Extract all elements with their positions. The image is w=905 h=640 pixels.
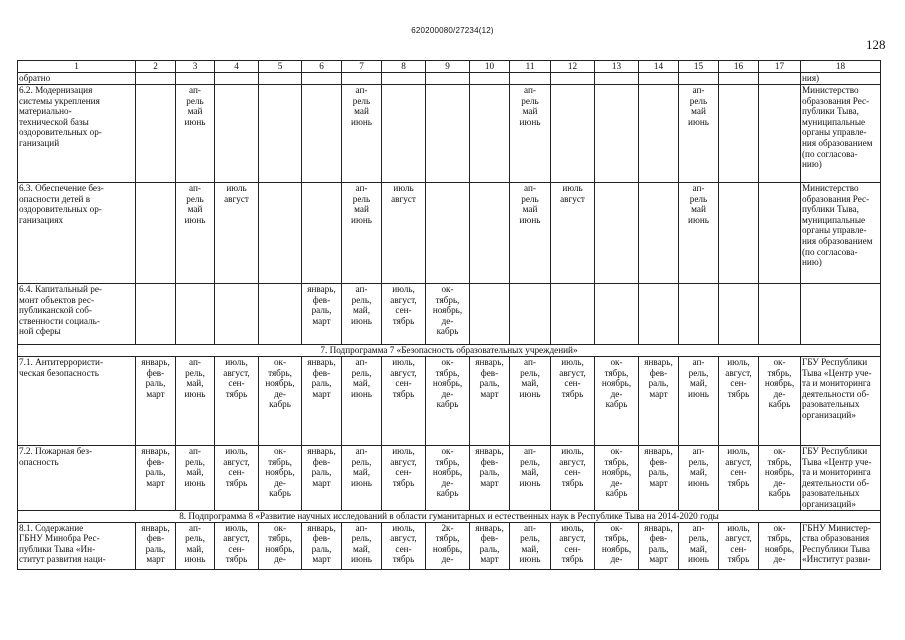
responsible-cell: ГБУ Республики Тыва «Центр уче- та и мониторинга деятельности об- разовательных организаций» <box>801 357 881 446</box>
period-cell <box>551 73 595 85</box>
period-cell: январь, фев- раль, март <box>302 284 342 345</box>
schedule-table <box>17 60 881 570</box>
column-number-cell: 7 <box>342 61 382 73</box>
period-cell: ап- рель май июнь <box>510 183 551 284</box>
column-number-cell: 9 <box>426 61 470 73</box>
period-cell <box>302 85 342 183</box>
period-cell <box>679 284 719 345</box>
period-cell <box>679 73 719 85</box>
period-cell: ап- рель, май, июнь <box>342 357 382 446</box>
column-number-cell: 3 <box>176 61 215 73</box>
period-cell: январь, фев- раль, март <box>302 357 342 446</box>
period-cell <box>176 284 215 345</box>
period-cell: ап- рель, май, июнь <box>510 357 551 446</box>
column-number-row <box>18 61 881 73</box>
period-cell: январь, фев- раль, март <box>470 522 510 569</box>
period-cell: ап- рель, май, июнь <box>510 522 551 569</box>
column-number-cell: 10 <box>470 61 510 73</box>
period-cell: июль, август, сен- тябрь <box>382 357 426 446</box>
period-cell: ап- рель, май, июнь <box>679 357 719 446</box>
column-number-cell: 14 <box>639 61 679 73</box>
period-cell: ап- рель май июнь <box>510 85 551 183</box>
period-cell <box>215 73 259 85</box>
period-cell: ок- тябрь, ноябрь, де- <box>259 522 302 569</box>
period-cell <box>759 85 801 183</box>
table-row <box>18 73 881 85</box>
responsible-cell: ния) <box>801 73 881 85</box>
period-cell: январь, фев- раль, март <box>136 522 176 569</box>
period-cell: июль, август, сен- тябрь <box>215 357 259 446</box>
period-cell: ап- рель май июнь <box>176 183 215 284</box>
table-row <box>18 357 881 446</box>
period-cell: июль, август, сен- тябрь <box>382 522 426 569</box>
period-cell: ок- тябрь, ноябрь, де- кабрь <box>426 446 470 511</box>
responsible-cell: Министерство образования Рес- публики Тыва, муниципальные органы управле- ния образованием (по согласова- нию) <box>801 85 881 183</box>
period-cell <box>470 85 510 183</box>
period-cell: июль, август, сен- тябрь <box>382 284 426 345</box>
period-cell <box>510 284 551 345</box>
period-cell: июль август <box>382 183 426 284</box>
column-number-cell: 15 <box>679 61 719 73</box>
period-cell: июль, август, сен- тябрь <box>551 446 595 511</box>
column-number-cell: 13 <box>595 61 639 73</box>
period-cell <box>639 73 679 85</box>
section-heading-row <box>18 345 881 357</box>
period-cell <box>259 183 302 284</box>
period-cell: ап- рель, май, июнь <box>176 357 215 446</box>
period-cell: январь, фев- раль, март <box>136 446 176 511</box>
period-cell: июль август <box>215 183 259 284</box>
period-cell <box>426 85 470 183</box>
period-cell: ап- рель, май, июнь <box>176 522 215 569</box>
period-cell <box>302 73 342 85</box>
page-number: 128 <box>866 37 886 52</box>
period-cell <box>759 183 801 284</box>
period-cell <box>136 284 176 345</box>
period-cell <box>719 284 759 345</box>
period-cell: ок- тябрь, ноябрь, де- кабрь <box>259 446 302 511</box>
section-heading-row <box>18 510 881 522</box>
period-cell: ок- тябрь, ноябрь, де- кабрь <box>759 357 801 446</box>
period-cell: ап- рель май июнь <box>342 183 382 284</box>
activity-cell: 6.2. Модернизация системы укрепления материально- технической базы оздоровительных ор- ганизаций <box>18 85 136 183</box>
period-cell: июль, август, сен- тябрь <box>215 446 259 511</box>
period-cell: июль, август, сен- тябрь <box>551 357 595 446</box>
period-cell <box>215 284 259 345</box>
period-cell: июль, август, сен- тябрь <box>719 357 759 446</box>
period-cell <box>719 73 759 85</box>
period-cell <box>382 85 426 183</box>
document-id: 620200080/27234(12) <box>411 26 494 35</box>
period-cell: ок- тябрь, ноябрь, де- кабрь <box>259 357 302 446</box>
column-number-cell: 12 <box>551 61 595 73</box>
period-cell: июль, август, сен- тябрь <box>551 522 595 569</box>
period-cell: ап- рель май июнь <box>176 85 215 183</box>
period-cell: январь, фев- раль, март <box>470 357 510 446</box>
period-cell <box>176 73 215 85</box>
period-cell: июль, август, сен- тябрь <box>215 522 259 569</box>
period-cell: ап- рель, май, июнь <box>510 446 551 511</box>
period-cell: январь, фев- раль, март <box>639 522 679 569</box>
period-cell <box>470 73 510 85</box>
table-row <box>18 522 881 569</box>
period-cell: ок- тябрь, ноябрь, де- <box>759 522 801 569</box>
period-cell: январь, фев- раль, март <box>302 522 342 569</box>
period-cell: ап- рель, май, июнь <box>342 284 382 345</box>
period-cell <box>551 284 595 345</box>
period-cell: ап- рель, май, июнь <box>176 446 215 511</box>
table-row <box>18 446 881 511</box>
period-cell: ап- рель май июнь <box>342 85 382 183</box>
table-row <box>18 284 881 345</box>
column-number-cell: 4 <box>215 61 259 73</box>
activity-cell: 7.2. Пожарная без- опасность <box>18 446 136 511</box>
column-number-cell: 18 <box>801 61 881 73</box>
period-cell <box>426 183 470 284</box>
period-cell: ок- тябрь, ноябрь, де- кабрь <box>595 357 639 446</box>
period-cell: январь, фев- раль, март <box>470 446 510 511</box>
period-cell: ап- рель, май, июнь <box>342 522 382 569</box>
period-cell <box>759 284 801 345</box>
section-heading: 7. Подпрограмма 7 «Безопасность образовательных учреждений» <box>18 345 881 357</box>
period-cell <box>719 183 759 284</box>
period-cell <box>639 183 679 284</box>
section-heading: 8. Подпрограмма 8 «Развитие научных исследований в области гуманитарных и естественных наук в Республике Тыва на 2014-2020 годы <box>18 510 881 522</box>
period-cell: январь, фев- раль, март <box>639 357 679 446</box>
period-cell <box>470 284 510 345</box>
responsible-cell: Министерство образования Рес- публики Тыва, муниципальные органы управле- ния образованием (по согласова- нию) <box>801 183 881 284</box>
column-number-cell: 16 <box>719 61 759 73</box>
period-cell <box>302 183 342 284</box>
column-number-cell: 1 <box>18 61 136 73</box>
column-number-cell: 17 <box>759 61 801 73</box>
period-cell <box>259 284 302 345</box>
period-cell <box>259 85 302 183</box>
period-cell <box>595 73 639 85</box>
responsible-cell: ГБНУ Министер- ства образования Республики Тыва «Институт разви- <box>801 522 881 569</box>
period-cell: ап- рель май июнь <box>679 85 719 183</box>
column-number-cell: 6 <box>302 61 342 73</box>
period-cell: ап- рель, май, июнь <box>679 446 719 511</box>
period-cell <box>136 85 176 183</box>
activity-cell: 8.1. Содержание ГБНУ Минобра Рес- публики Тыва «Ин- ститут развития наци- <box>18 522 136 569</box>
responsible-cell <box>801 284 881 345</box>
column-number-cell: 5 <box>259 61 302 73</box>
period-cell: ок- тябрь, ноябрь, де- кабрь <box>759 446 801 511</box>
table-row <box>18 183 881 284</box>
period-cell <box>759 73 801 85</box>
period-cell <box>215 85 259 183</box>
period-cell <box>595 183 639 284</box>
period-cell: июль, август, сен- тябрь <box>382 446 426 511</box>
period-cell <box>719 85 759 183</box>
activity-cell: обратно <box>18 73 136 85</box>
period-cell <box>426 73 470 85</box>
period-cell: июль, август, сен- тябрь <box>719 446 759 511</box>
period-cell: январь, фев- раль, март <box>136 357 176 446</box>
period-cell: июль август <box>551 183 595 284</box>
period-cell: ап- рель, май, июнь <box>679 522 719 569</box>
period-cell <box>639 85 679 183</box>
period-cell <box>551 85 595 183</box>
period-cell <box>595 85 639 183</box>
period-cell <box>136 73 176 85</box>
period-cell <box>639 284 679 345</box>
period-cell: январь, фев- раль, март <box>639 446 679 511</box>
period-cell <box>136 183 176 284</box>
period-cell <box>595 284 639 345</box>
activity-cell: 7.1. Антитеррористи- ческая безопасность <box>18 357 136 446</box>
period-cell: ок- тябрь, ноябрь, де- кабрь <box>595 446 639 511</box>
period-cell: 2к- тябрь, ноябрь, де- <box>426 522 470 569</box>
period-cell <box>470 183 510 284</box>
period-cell <box>510 73 551 85</box>
period-cell: ап- рель, май, июнь <box>342 446 382 511</box>
period-cell <box>259 73 302 85</box>
period-cell: июль, август, сен- тябрь <box>719 522 759 569</box>
period-cell: ок- тябрь, ноябрь, де- кабрь <box>426 284 470 345</box>
period-cell <box>382 73 426 85</box>
period-cell: ап- рель май июнь <box>679 183 719 284</box>
period-cell <box>342 73 382 85</box>
period-cell: январь, фев- раль, март <box>302 446 342 511</box>
table-row <box>18 85 881 183</box>
activity-cell: 6.3. Обеспечение без- опасности детей в оздоровительных ор- ганизациях <box>18 183 136 284</box>
column-number-cell: 11 <box>510 61 551 73</box>
period-cell: ок- тябрь, ноябрь, де- <box>595 522 639 569</box>
period-cell: ок- тябрь, ноябрь, де- кабрь <box>426 357 470 446</box>
column-number-cell: 2 <box>136 61 176 73</box>
responsible-cell: ГБУ Республики Тыва «Центр уче- та и мониторинга деятельности об- разовательных организаций» <box>801 446 881 511</box>
activity-cell: 6.4. Капитальный ре- монт объектов рес- публиканской соб- ственности социаль- ной сферы <box>18 284 136 345</box>
column-number-cell: 8 <box>382 61 426 73</box>
